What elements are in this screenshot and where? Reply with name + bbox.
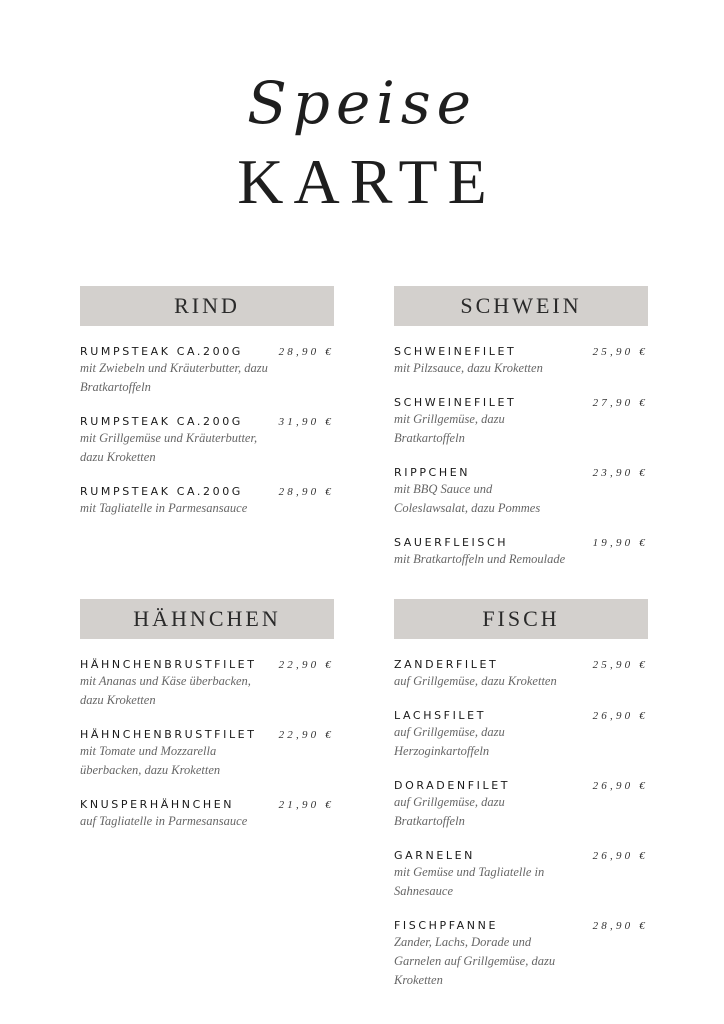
item-description: mit Grillgemüse, dazu Bratkartoffeln	[394, 412, 505, 445]
item-name: RUMPSTEAK CA.200G	[80, 415, 243, 428]
item-price: 23,90 €	[592, 467, 648, 479]
section-title: SCHWEIN	[394, 286, 648, 326]
item-price: 22,90 €	[278, 659, 334, 671]
item-description: mit BBQ Sauce und Coleslawsalat, dazu Pommes	[394, 482, 541, 515]
menu-item	[394, 536, 648, 569]
section-rind	[80, 286, 334, 536]
item-price: 25,90 €	[592, 659, 648, 671]
item-description: mit Tagliatelle in Parmesansauce	[80, 501, 248, 515]
section-schwein	[394, 286, 648, 587]
item-description: auf Grillgemüse, dazu Kroketten	[394, 674, 557, 688]
menu-item	[80, 658, 334, 710]
item-description: mit Bratkartoffeln und Remoulade	[394, 552, 566, 566]
menu-item	[80, 728, 334, 780]
item-price: 26,90 €	[592, 850, 648, 862]
menu-title-main: KARTE	[237, 146, 497, 217]
menu-item	[80, 485, 334, 518]
item-name: SAUERFLEISCH	[394, 536, 509, 549]
item-name: RUMPSTEAK CA.200G	[80, 345, 243, 358]
menu-title-script: Speise	[247, 69, 477, 137]
section-title: HÄHNCHEN	[80, 599, 334, 639]
item-name: KNUSPERHÄHNCHEN	[80, 798, 235, 811]
section-title: FISCH	[394, 599, 648, 639]
item-name: RUMPSTEAK CA.200G	[80, 485, 243, 498]
item-name: RIPPCHEN	[394, 466, 471, 479]
section-title: RIND	[80, 286, 334, 326]
section-fisch	[394, 599, 648, 1008]
menu-item	[394, 466, 648, 518]
item-name: ZANDERFILET	[394, 658, 499, 671]
item-name: SCHWEINEFILET	[394, 396, 517, 409]
item-price: 21,90 €	[278, 799, 334, 811]
item-description: mit Grillgemüse und Kräuterbutter, dazu Kroketten	[80, 431, 258, 464]
menu-item	[394, 709, 648, 761]
item-description: Zander, Lachs, Dorade und Garnelen auf Grillgemüse, dazu Kroketten	[394, 935, 556, 987]
item-price: 26,90 €	[592, 710, 648, 722]
menu-item	[394, 345, 648, 378]
item-name: HÄHNCHENBRUSTFILET	[80, 728, 257, 741]
item-price: 26,90 €	[592, 780, 648, 792]
item-price: 31,90 €	[278, 416, 334, 428]
item-description: mit Pilzsauce, dazu Kroketten	[394, 361, 543, 375]
menu-item	[80, 798, 334, 831]
item-price: 28,90 €	[278, 486, 334, 498]
item-price: 25,90 €	[592, 346, 648, 358]
menu-item	[80, 345, 334, 397]
item-price: 19,90 €	[592, 537, 648, 549]
item-price: 27,90 €	[592, 397, 648, 409]
menu-item	[80, 415, 334, 467]
item-name: HÄHNCHENBRUSTFILET	[80, 658, 257, 671]
item-name: FISCHPFANNE	[394, 919, 498, 932]
item-description: mit Ananas und Käse überbacken, dazu Kroketten	[80, 674, 251, 707]
item-name: SCHWEINEFILET	[394, 345, 517, 358]
menu-item	[394, 849, 648, 901]
item-price: 22,90 €	[278, 729, 334, 741]
item-description: mit Gemüse und Tagliatelle in Sahnesauce	[394, 865, 545, 898]
menu-item	[394, 919, 648, 990]
item-name: GARNELEN	[394, 849, 475, 862]
item-name: DORADENFILET	[394, 779, 511, 792]
section-haehnchen	[80, 599, 334, 849]
menu-item	[394, 396, 648, 448]
item-name: LACHSFILET	[394, 709, 487, 722]
item-description: auf Grillgemüse, dazu Herzoginkartoffeln	[394, 725, 505, 758]
item-price: 28,90 €	[592, 920, 648, 932]
item-price: 28,90 €	[278, 346, 334, 358]
item-description: mit Zwiebeln und Kräuterbutter, dazu Bratkartoffeln	[80, 361, 268, 394]
menu-item	[394, 658, 648, 691]
item-description: mit Tomate und Mozzarella überbacken, dazu Kroketten	[80, 744, 221, 777]
menu-item	[394, 779, 648, 831]
item-description: auf Grillgemüse, dazu Bratkartoffeln	[394, 795, 505, 828]
item-description: auf Tagliatelle in Parmesansauce	[80, 814, 248, 828]
